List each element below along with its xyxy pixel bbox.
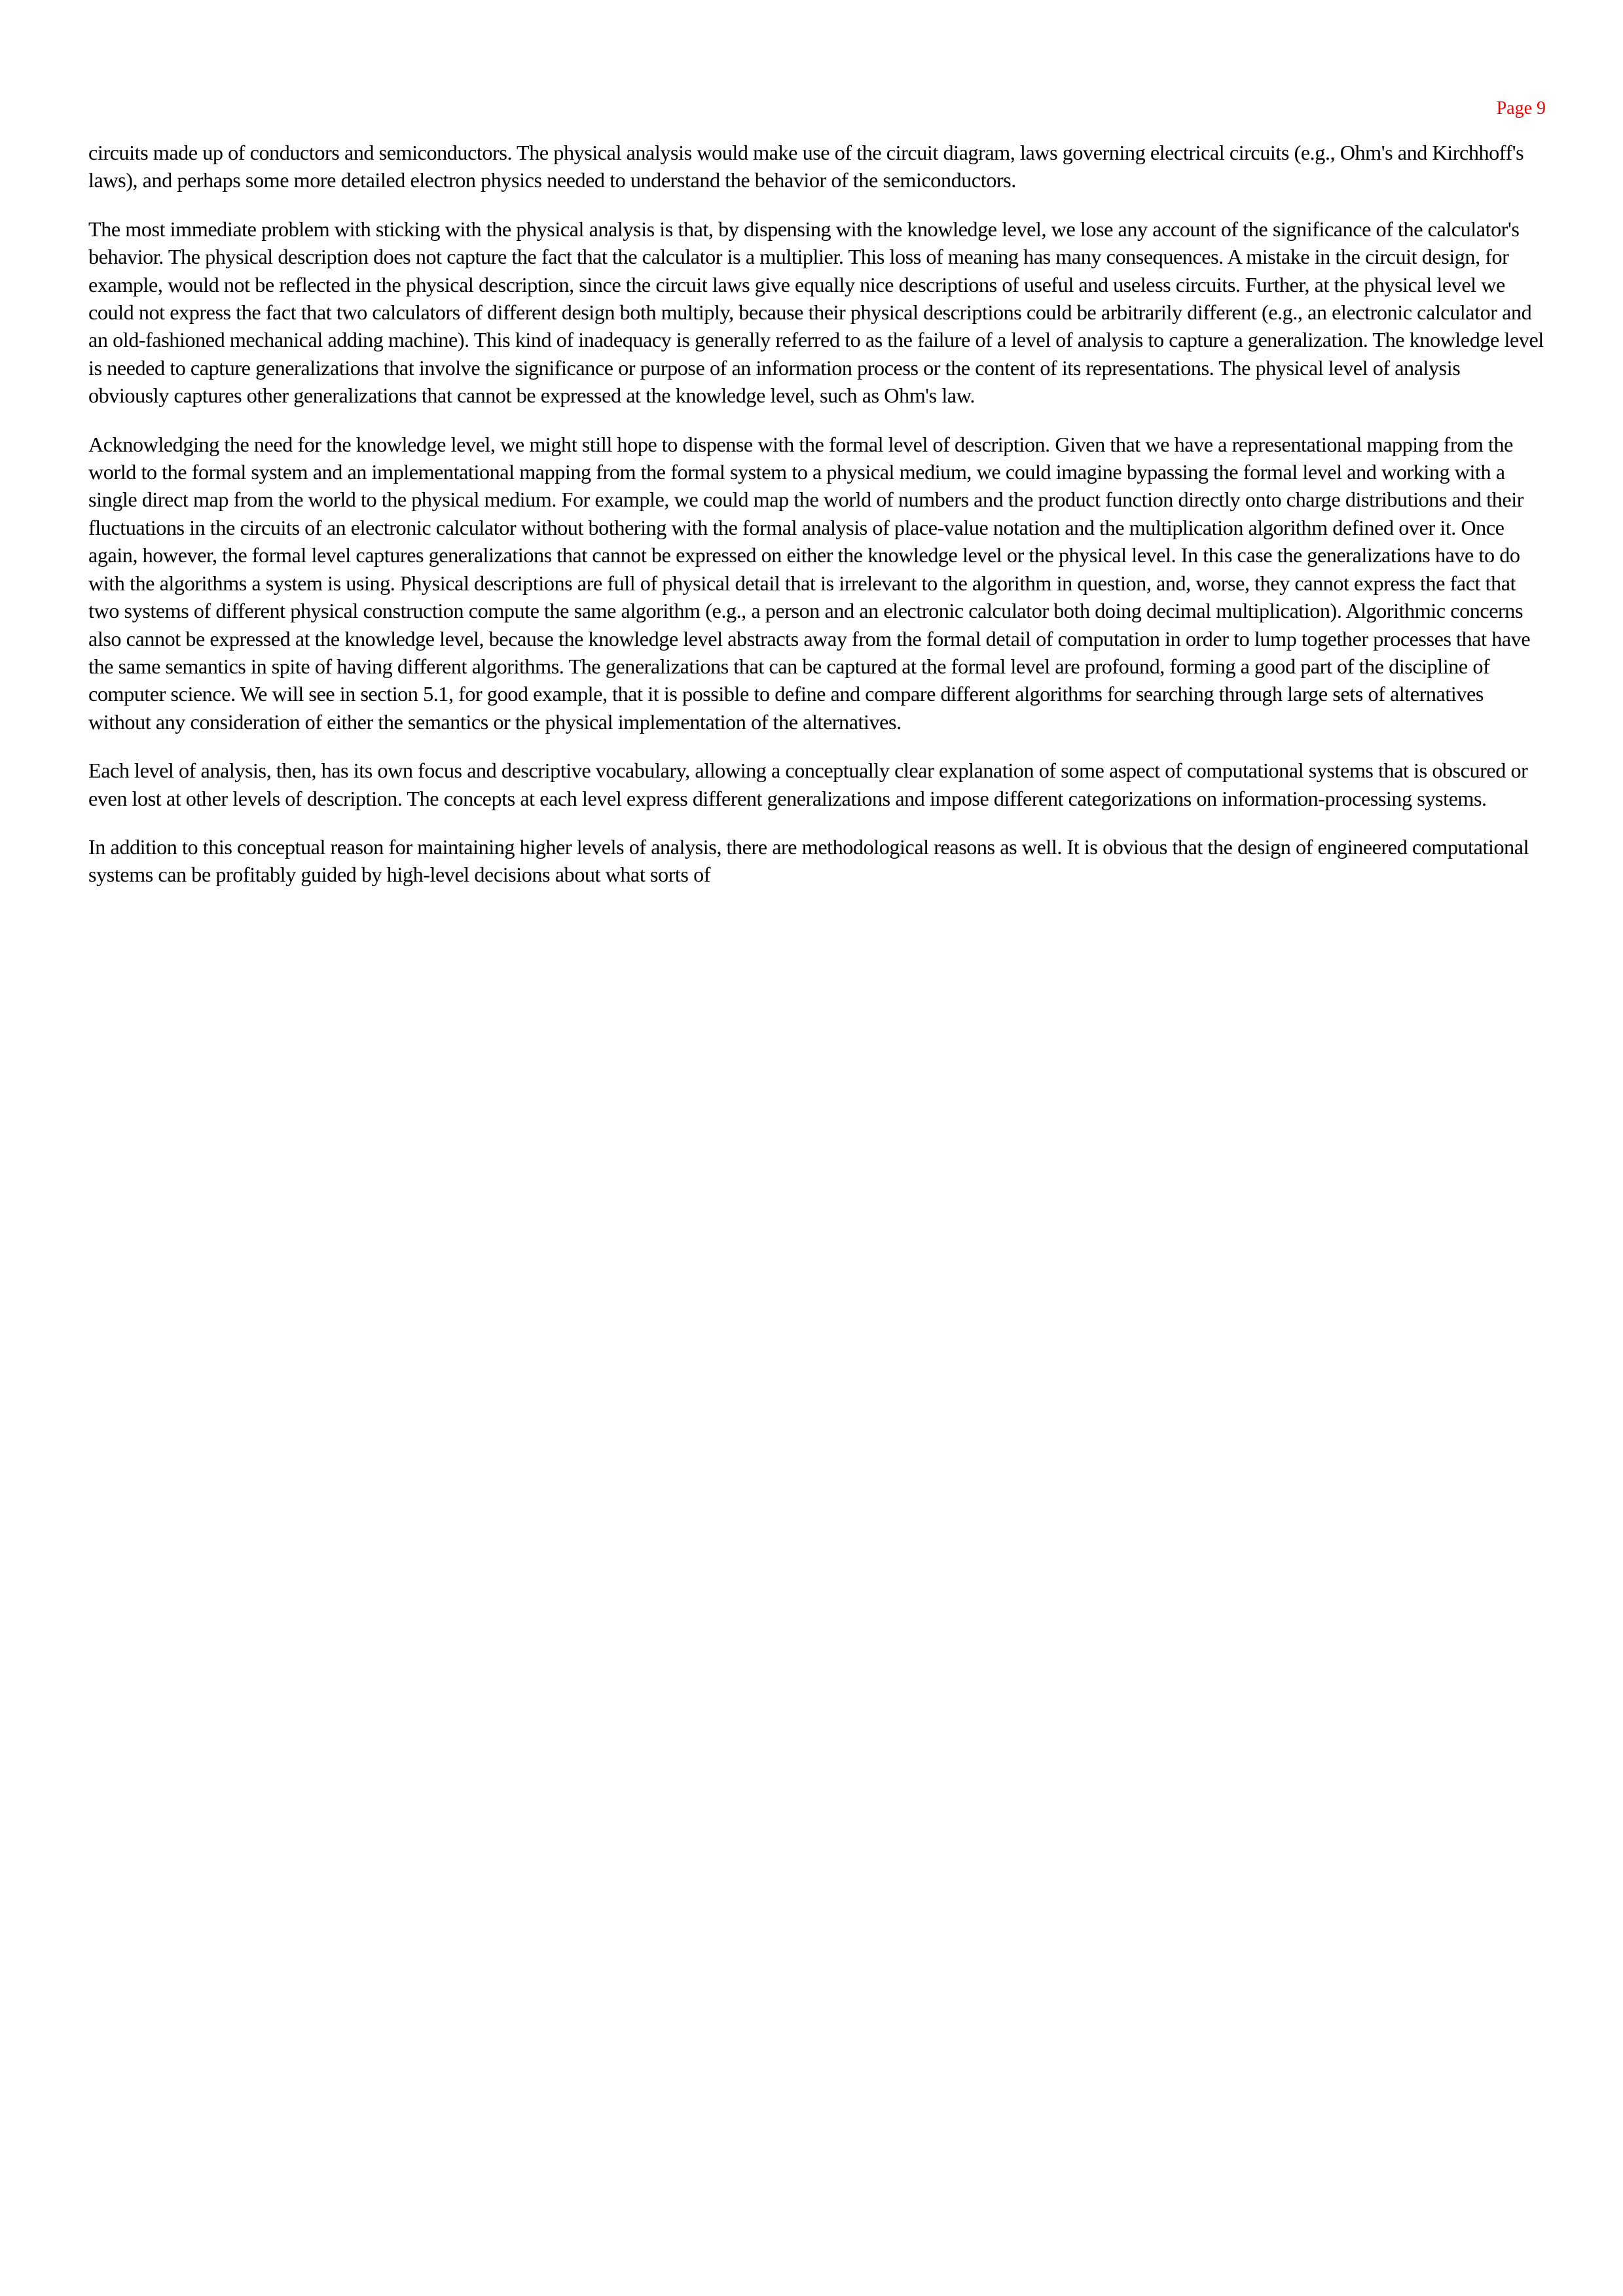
- page-number: Page 9: [1496, 98, 1546, 118]
- paragraph-levels-summary: Each level of analysis, then, has its own focus and descriptive vocabulary, allowing a conceptually clear explanation of some aspect of computational systems that is obscured or even lost at other levels of description. The concepts at each level express different generalizations and impose different categorizations on information-processing systems.: [88, 759, 1528, 810]
- paragraph-methodological-reasons: In addition to this conceptual reason for maintaining higher levels of analysis, there are methodological reasons as well. It is obvious that the design of engineered computational systems can be profitably guided by high-level decisions about what sorts of: [88, 834, 1529, 887]
- paragraph-physical-analysis-problem: The most immediate problem with sticking with the physical analysis is that, by dispensing with the knowledge level, we lose any account of the significance of the calculator's behavior. The physical description does not capture the fact that the calculator is a multiplier. This loss of meaning has many consequences. A mistake in the circuit design, for example, would not be reflected in the physical description, since the circuit laws give equally nice descriptions of useful and useless circuits. Further, at the physical level we could not express the fact that two calculators of different design both multiply, because their physical descriptions could be arbitrarily different (e.g., an electronic calculator and an old-fashioned mechanical adding machine). This kind of inadequacy is generally referred to as the failure of a level of analysis to capture a generalization. The knowledge level is needed to capture generalizations that involve the significance or purpose of an information process or the content of its representations. The physical level of analysis obviously captures other generalizations that cannot be expressed at the knowledge level, such as Ohm's law.: [88, 217, 1544, 408]
- page-body: [88, 139, 1545, 910]
- paragraph-circuits: circuits made up of conductors and semiconductors. The physical analysis would make use of the circuit diagram, laws governing electrical circuits (e.g., Ohm's and Kirchhoff's laws), and perhaps some more detailed electron physics needed to understand the behavior of the semiconductors.: [88, 141, 1524, 192]
- paragraph-formal-level: Acknowledging the need for the knowledge level, we might still hope to dispense with the formal level of description. Given that we have a representational mapping from the world to the formal system and an implementational mapping from the formal system to a physical medium, we could imagine bypassing the formal level and working with a single direct map from the world to the physical medium. For example, we could map the world of numbers and the product function directly onto charge distributions and their fluctuations in the circuits of an electronic calculator without bothering with the formal analysis of place-value notation and the multiplication algorithm defined over it. Once again, however, the formal level captures generalizations that cannot be expressed on either the knowledge level or the physical level. In this case the generalizations have to do with the algorithms a system is using. Physical descriptions are full of physical detail that is irrelevant to the algorithm in question, and, worse, they cannot express the fact that two systems of different physical construction compute the same algorithm (e.g., a person and an electronic calculator both doing decimal multiplication). Algorithmic concerns also cannot be expressed at the knowledge level, because the knowledge level abstracts away from the formal detail of computation in order to lump together processes that have the same semantics in spite of having different algorithms. The generalizations that can be captured at the formal level are profound, forming a good part of the discipline of computer science. We will see in section 5.1, for good example, that it is possible to define and compare different algorithms for searching through large sets of alternatives without any consideration of either the semantics or the physical implementation of the alternatives.: [88, 432, 1531, 734]
